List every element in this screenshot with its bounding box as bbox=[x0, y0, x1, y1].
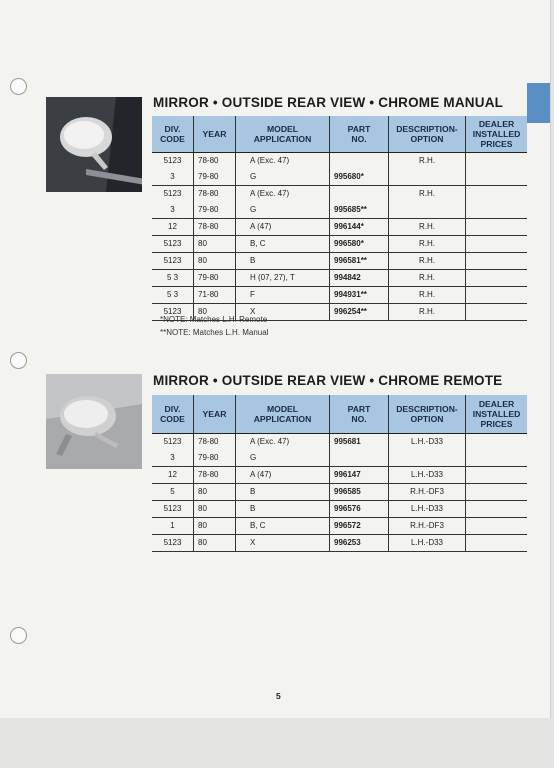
dealer-price-cell bbox=[466, 534, 528, 551]
col-header-year: YEAR bbox=[194, 395, 236, 433]
part-number-cell: 996576 bbox=[330, 500, 389, 517]
part-number-cell: 996147 bbox=[330, 466, 389, 483]
year-cell: 71-80 bbox=[194, 286, 236, 303]
table-row bbox=[152, 517, 527, 534]
div-code-cell: 5123 bbox=[163, 156, 182, 165]
part-number-cell: 995685** bbox=[330, 202, 389, 219]
model-application-cell: G bbox=[236, 169, 330, 186]
description-option-cell: R.H. bbox=[389, 269, 466, 286]
part-number-cell: 996144* bbox=[330, 218, 389, 235]
description-option-cell: R.H. bbox=[389, 252, 466, 269]
div-code-cell: 3 bbox=[170, 453, 175, 462]
dealer-price-cell bbox=[466, 218, 528, 235]
year-cell: 78-80 bbox=[194, 466, 236, 483]
binder-hole-icon bbox=[10, 627, 27, 644]
table-row bbox=[152, 286, 527, 303]
div-code-cell: 5123 bbox=[152, 534, 194, 551]
year-cell: 79-80 bbox=[194, 202, 236, 219]
col-header-div-code: DIV. CODE bbox=[152, 395, 194, 433]
year-cell: 80 bbox=[194, 252, 236, 269]
model-application-cell: B bbox=[236, 252, 330, 269]
table-row bbox=[152, 252, 527, 269]
part-number-cell: 996253 bbox=[330, 534, 389, 551]
div-code-cell: 5 3 bbox=[152, 286, 194, 303]
table-row bbox=[152, 500, 527, 517]
dealer-price-cell bbox=[466, 433, 528, 450]
div-code-cell: 3 bbox=[170, 205, 175, 214]
model-application-cell: B bbox=[236, 500, 330, 517]
description-option-cell: R.H. bbox=[389, 218, 466, 235]
div-code-cell: 5123 bbox=[152, 235, 194, 252]
model-application-cell: G bbox=[236, 202, 330, 219]
year-cell: 80 bbox=[194, 303, 236, 320]
div-code-cell: 5123 bbox=[152, 500, 194, 517]
part-number-cell: 996580* bbox=[330, 235, 389, 252]
col-header-dealer-prices: DEALER INSTALLED PRICES bbox=[466, 116, 528, 152]
col-header-dealer-prices: DEALER INSTALLED PRICES bbox=[466, 395, 528, 433]
col-header-year: YEAR bbox=[194, 116, 236, 152]
section-title-remote: MIRROR • OUTSIDE REAR VIEW • CHROME REMOTE bbox=[153, 373, 503, 388]
description-option-cell: R.H.-DF3 bbox=[389, 517, 466, 534]
table-row bbox=[152, 466, 527, 483]
col-header-description-option: DESCRIPTION- OPTION bbox=[389, 395, 466, 433]
dealer-price-cell bbox=[466, 303, 528, 320]
year-cell: 78-80 bbox=[194, 433, 236, 450]
year-cell: 79-80 bbox=[194, 450, 236, 467]
div-code-cell: 12 bbox=[152, 466, 194, 483]
model-application-cell: A (47) bbox=[236, 218, 330, 235]
description-option-cell: L.H.-D33 bbox=[389, 466, 466, 483]
year-cell: 80 bbox=[194, 235, 236, 252]
dealer-price-cell bbox=[466, 517, 528, 534]
parts-table-remote bbox=[152, 395, 527, 552]
part-number-cell: 996581** bbox=[330, 252, 389, 269]
dealer-price-cell bbox=[466, 466, 528, 483]
description-option-cell: L.H.-D33 bbox=[389, 433, 466, 450]
part-number-cell bbox=[330, 152, 389, 169]
year-cell: 80 bbox=[194, 534, 236, 551]
part-number-cell: 996572 bbox=[330, 517, 389, 534]
dealer-price-cell bbox=[466, 500, 528, 517]
dealer-price-cell bbox=[466, 152, 528, 169]
table-row bbox=[152, 152, 527, 169]
description-option-cell bbox=[389, 202, 466, 219]
model-application-cell: F bbox=[236, 286, 330, 303]
dealer-price-cell bbox=[466, 252, 528, 269]
part-number-cell: 995681 bbox=[330, 433, 389, 450]
table-row bbox=[152, 235, 527, 252]
model-application-cell: X bbox=[236, 303, 330, 320]
description-option-cell: L.H.-D33 bbox=[389, 534, 466, 551]
model-application-cell: A (Exc. 47) bbox=[236, 433, 330, 450]
model-application-cell: A (47) bbox=[236, 466, 330, 483]
part-number-cell bbox=[330, 185, 389, 202]
col-header-description-option: DESCRIPTION- OPTION bbox=[389, 116, 466, 152]
model-application-cell: B bbox=[236, 483, 330, 500]
dealer-price-cell bbox=[466, 286, 528, 303]
model-application-cell: G bbox=[236, 450, 330, 467]
table-row bbox=[152, 450, 527, 467]
year-cell: 78-80 bbox=[194, 152, 236, 169]
model-application-cell: B, C bbox=[236, 517, 330, 534]
col-header-div-code: DIV. CODE bbox=[152, 116, 194, 152]
table-row bbox=[152, 185, 527, 202]
index-tab[interactable] bbox=[527, 83, 550, 123]
description-option-cell bbox=[389, 169, 466, 186]
description-option-cell: R.H. bbox=[389, 152, 466, 169]
table-row bbox=[152, 269, 527, 286]
col-header-part-no: PART NO. bbox=[330, 116, 389, 152]
remote-mirror-photo bbox=[46, 374, 142, 469]
model-application-cell: H (07, 27), T bbox=[236, 269, 330, 286]
binder-hole-icon bbox=[10, 352, 27, 369]
parts-table-manual bbox=[152, 116, 527, 321]
table-row bbox=[152, 483, 527, 500]
div-code-cell: 3 bbox=[170, 172, 175, 181]
model-application-cell: A (Exc. 47) bbox=[236, 185, 330, 202]
dealer-price-cell bbox=[466, 185, 528, 202]
div-code-cell: 5123 bbox=[152, 252, 194, 269]
part-number-cell: 995680* bbox=[330, 169, 389, 186]
section-title-manual: MIRROR • OUTSIDE REAR VIEW • CHROME MANUAL bbox=[153, 95, 504, 110]
dealer-price-cell bbox=[466, 483, 528, 500]
col-header-part-no: PART NO. bbox=[330, 395, 389, 433]
description-option-cell: R.H. bbox=[389, 185, 466, 202]
part-number-cell bbox=[330, 450, 389, 467]
table-row bbox=[152, 534, 527, 551]
table-row bbox=[152, 169, 527, 186]
year-cell: 78-80 bbox=[194, 185, 236, 202]
dealer-price-cell bbox=[466, 169, 528, 186]
model-application-cell: A (Exc. 47) bbox=[236, 152, 330, 169]
part-number-cell: 994842 bbox=[330, 269, 389, 286]
dealer-price-cell bbox=[466, 450, 528, 467]
year-cell: 80 bbox=[194, 500, 236, 517]
div-code-cell: 5123 bbox=[163, 437, 182, 446]
part-number-cell: 996254** bbox=[330, 303, 389, 320]
table-notes bbox=[160, 313, 268, 339]
table-row bbox=[152, 218, 527, 235]
description-option-cell: R.H. bbox=[389, 286, 466, 303]
div-code-cell: 5 bbox=[152, 483, 194, 500]
note-remote: *NOTE: Matches L.H. Remote bbox=[160, 315, 268, 324]
dealer-price-cell bbox=[466, 235, 528, 252]
div-code-cell: 5 3 bbox=[152, 269, 194, 286]
year-cell: 80 bbox=[194, 517, 236, 534]
year-cell: 79-80 bbox=[194, 269, 236, 286]
description-option-cell bbox=[389, 450, 466, 467]
year-cell: 78-80 bbox=[194, 218, 236, 235]
note-manual: **NOTE: Matches L.H. Manual bbox=[160, 328, 269, 337]
dealer-price-cell bbox=[466, 269, 528, 286]
table-row bbox=[152, 202, 527, 219]
description-option-cell: L.H.-D33 bbox=[389, 500, 466, 517]
div-code-cell: 12 bbox=[152, 218, 194, 235]
manual-mirror-photo bbox=[46, 97, 142, 192]
col-header-model-application: MODEL APPLICATION bbox=[236, 116, 330, 152]
div-code-cell: 5123 bbox=[152, 185, 194, 202]
part-number-cell: 994931** bbox=[330, 286, 389, 303]
div-code-cell: 1 bbox=[152, 517, 194, 534]
binder-hole-icon bbox=[10, 78, 27, 95]
description-option-cell: R.H. bbox=[389, 303, 466, 320]
year-cell: 79-80 bbox=[194, 169, 236, 186]
description-option-cell: R.H. bbox=[389, 235, 466, 252]
model-application-cell: B, C bbox=[236, 235, 330, 252]
table-row bbox=[152, 433, 527, 450]
page-number: 5 bbox=[276, 691, 281, 701]
model-application-cell: X bbox=[236, 534, 330, 551]
dealer-price-cell bbox=[466, 202, 528, 219]
description-option-cell: R.H.-DF3 bbox=[389, 483, 466, 500]
year-cell: 80 bbox=[194, 483, 236, 500]
part-number-cell: 996585 bbox=[330, 483, 389, 500]
col-header-model-application: MODEL APPLICATION bbox=[236, 395, 330, 433]
div-code-cell: 5123 bbox=[152, 303, 194, 320]
